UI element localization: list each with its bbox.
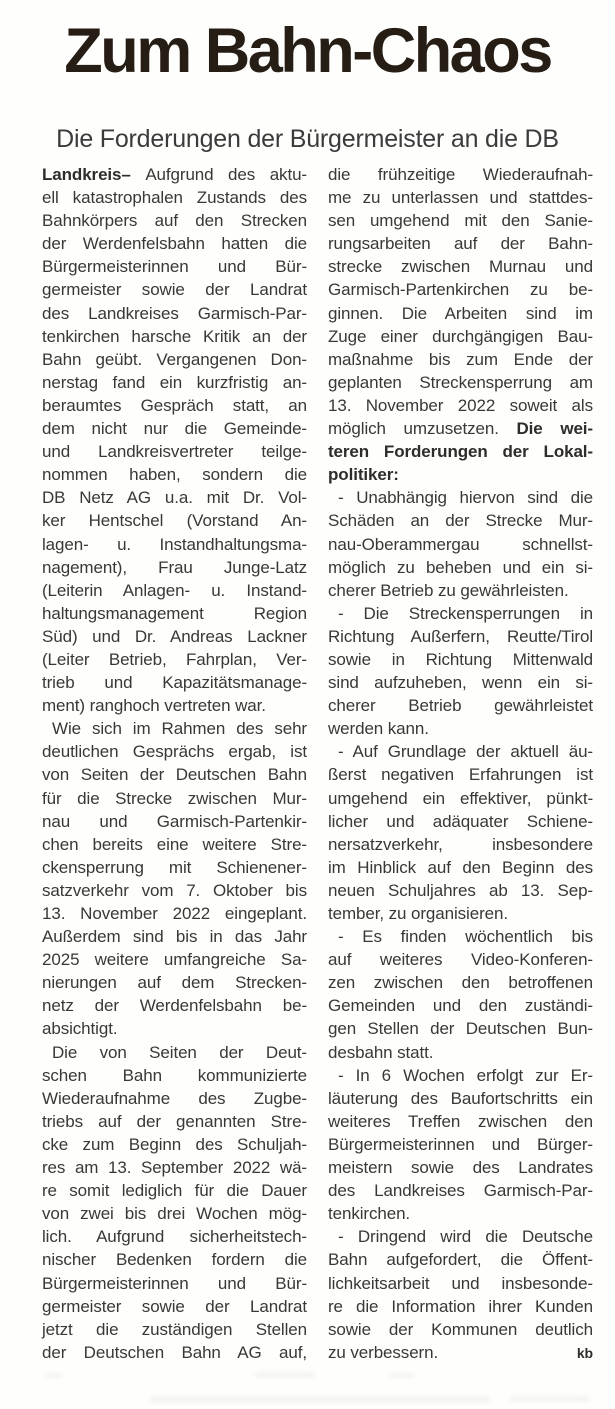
article-line: tenkirchen. bbox=[328, 1204, 411, 1224]
column-left bbox=[42, 163, 307, 1365]
article-line: läuterung des Baufortschritts ein bbox=[328, 1088, 593, 1108]
article-line: im Hinblick auf den Beginn des bbox=[328, 857, 593, 877]
article-line: trieb und Kapazitätsmanage- bbox=[42, 673, 307, 693]
article-line: dem nicht nur die Gemeinde- bbox=[42, 419, 307, 439]
article-line: haltungsmanagement Region bbox=[42, 603, 307, 623]
text-run: möglich umzusetzen. bbox=[328, 419, 517, 439]
article-line: und Landkreisvertreter teilge- bbox=[42, 442, 307, 462]
article-line: gen Stellen der Deutschen Bun- bbox=[328, 1019, 593, 1039]
article-line: sen umgehend mit den Sanie- bbox=[328, 211, 593, 231]
article-line: werden kann. bbox=[328, 719, 429, 739]
article-line: lagen- u. Instandhaltungsma- bbox=[42, 534, 307, 554]
article-line: 13. November 2022 soweit als bbox=[328, 395, 593, 415]
article-line: nau und Garmisch-Partenkir- bbox=[42, 811, 307, 831]
article-line: meistern sowie des Landrates bbox=[328, 1158, 593, 1178]
article-line: nagement), Frau Junge-Latz bbox=[42, 557, 307, 577]
article-line: chen bereits eine weitere Stre- bbox=[42, 834, 307, 854]
article-line: umgehend ein effektiver, pünkt- bbox=[328, 788, 593, 808]
article-line: strecke zwischen Murnau und bbox=[328, 257, 593, 277]
article-line: auf weiteres Video-Konferen- bbox=[328, 950, 593, 970]
article-line: cherer Betrieb gewährleistet bbox=[328, 696, 593, 716]
article-line: cherer Betrieb zu gewährleisten. bbox=[328, 580, 569, 600]
bold-text-run: Die wei- bbox=[516, 419, 593, 439]
article-line: deutlichen Gesprächs ergab, ist bbox=[42, 742, 307, 762]
article-line: netz der Werdenfelsbahn be- bbox=[42, 996, 307, 1016]
article-line: tember, zu organisieren. bbox=[328, 904, 508, 923]
article-line: nerstag fand ein kurzfristig an- bbox=[42, 372, 307, 392]
article-line: Zuge einer durchgängigen Bau- bbox=[328, 326, 593, 346]
article-line: von zwei bis drei Wochen mög- bbox=[42, 1204, 307, 1224]
article-line: satzverkehr vom 7. Oktober bis bbox=[42, 880, 307, 900]
article-line: Richtung Außerfern, Reutte/Tirol bbox=[328, 626, 593, 646]
article-line bbox=[328, 417, 593, 440]
article-line: Die von Seiten der Deut- bbox=[52, 1042, 307, 1062]
article-line: Bahnkörpers auf den Strecken bbox=[42, 211, 307, 231]
article-line: res am 13. September 2022 wä- bbox=[42, 1158, 307, 1178]
article-line: germeister sowie der Landrat bbox=[42, 280, 307, 300]
print-bleed-artifact bbox=[510, 1396, 590, 1402]
article-line: nommen haben, sondern die bbox=[42, 465, 307, 485]
article-line: der Deutschen Bahn AG auf, bbox=[42, 1342, 307, 1362]
article-line: zen zwischen den betroffenen bbox=[328, 973, 593, 993]
article-line: ment) ranghoch vertreten war. bbox=[42, 696, 266, 716]
article-line: nierungen auf dem Strecken- bbox=[42, 973, 307, 993]
article-line: geplanten Streckensperrung am bbox=[328, 372, 593, 392]
article-line: Bürgermeisterinnen und Bür- bbox=[42, 1273, 307, 1293]
article-line: Wiederaufnahme des Zugbe- bbox=[42, 1088, 307, 1108]
article-title: Zum Bahn-Chaos bbox=[64, 16, 551, 86]
article-line: (Leiter Betrieb, Fahrplan, Ver- bbox=[42, 649, 307, 669]
article-line: nau-Oberammergau schnellst- bbox=[328, 534, 593, 554]
article-line bbox=[42, 163, 307, 186]
article-line: - In 6 Wochen erfolgt zur Er- bbox=[338, 1065, 593, 1085]
article-line: Wie sich im Rahmen des sehr bbox=[52, 719, 307, 739]
print-bleed-artifact bbox=[255, 1372, 315, 1378]
bold-text-run: Landkreis– bbox=[42, 165, 146, 184]
article-line: tenkirchen harsche Kritik an der bbox=[42, 326, 307, 346]
article-line: Garmisch-Partenkirchen zu be- bbox=[328, 280, 593, 300]
article-line: Außerdem sind bis in das Jahr bbox=[42, 927, 307, 947]
article-line: sowie der Kommunen deutlich bbox=[328, 1319, 593, 1339]
article-line: - Auf Grundlage der aktuell äu- bbox=[338, 742, 593, 762]
article-subtitle: Die Forderungen der Bürgermeister an die DB bbox=[56, 125, 559, 153]
article-line: ckensperrung mit Schienener- bbox=[42, 857, 307, 877]
article-line: lichkeitsarbeit und insbesonde- bbox=[328, 1273, 593, 1293]
article-line: des Landkreises Garmisch-Par- bbox=[328, 1181, 593, 1201]
article-line: (Leiterin Anlagen- u. Instand- bbox=[42, 580, 307, 600]
article-line: beraumtes Gespräch statt, an bbox=[42, 395, 307, 415]
article-line: Bahn aufgefordert, die Öffent- bbox=[328, 1250, 593, 1270]
article-line: me zu unterlassen und stattdes- bbox=[328, 188, 593, 208]
article-line: triebs auf der genannten Stre- bbox=[42, 1111, 307, 1131]
article-line: schen Bahn kommunizierte bbox=[42, 1065, 307, 1085]
article-line: desbahn statt. bbox=[328, 1042, 434, 1062]
article-line: des Landkreises Garmisch-Par- bbox=[42, 303, 307, 323]
article-line: nischer Bedenken fordern die bbox=[42, 1250, 307, 1270]
article-line: licher und adäquater Schiene- bbox=[328, 811, 593, 831]
article-line: DB Netz AG u.a. mit Dr. Vol- bbox=[42, 488, 307, 508]
article-body bbox=[42, 163, 593, 1365]
article-line: nersatzverkehr, insbesondere bbox=[328, 834, 593, 854]
article-line: - Die Streckensperrungen in bbox=[338, 603, 593, 623]
article-line: ell katastrophalen Zustands des bbox=[42, 188, 307, 208]
article-line: Süd) und Dr. Andreas Lackner bbox=[42, 626, 307, 646]
article-line: neuen Schuljahres ab 13. Sep- bbox=[328, 880, 593, 900]
article-line: re somit lediglich für die Dauer bbox=[42, 1181, 307, 1201]
article-line: Gemeinden und den zuständi- bbox=[328, 996, 593, 1016]
article-line: Bürgermeisterinnen und Bür- bbox=[42, 257, 307, 277]
author-initials: kb bbox=[576, 1344, 593, 1361]
article-line: von Seiten der Deutschen Bahn bbox=[42, 765, 307, 785]
print-bleed-artifact bbox=[45, 1373, 63, 1378]
article-line: maßnahme bis zum Ende der bbox=[328, 349, 593, 369]
article-line: für die Strecke zwischen Mur- bbox=[42, 788, 307, 808]
article-line: rungsarbeiten auf der Bahn- bbox=[328, 234, 593, 254]
article-line: der Werdenfelsbahn hatten die bbox=[42, 234, 307, 254]
article-line: 13. November 2022 eingeplant. bbox=[42, 904, 307, 923]
article-line: die frühzeitige Wiederaufnah- bbox=[328, 165, 593, 184]
article-line: - Unabhängig hiervon sind die bbox=[338, 488, 593, 508]
article-line: cke zum Beginn des Schuljah- bbox=[42, 1134, 307, 1154]
print-bleed-artifact bbox=[390, 1373, 415, 1378]
column-right bbox=[328, 163, 593, 1365]
article-line: politiker: bbox=[328, 465, 399, 485]
article-line: Bahn geübt. Vergangenen Don- bbox=[42, 349, 307, 369]
closing-text: zu verbessern. bbox=[328, 1342, 439, 1362]
article-line: sind aufzuheben, wenn ein si- bbox=[328, 673, 593, 693]
article-line: jetzt die zuständigen Stellen bbox=[42, 1319, 307, 1339]
article-line: weiteres Treffen zwischen den bbox=[328, 1111, 593, 1131]
article-line: ßerst negativen Erfahrungen ist bbox=[328, 765, 593, 785]
article-line: germeister sowie der Landrat bbox=[42, 1296, 307, 1316]
article-line: möglich zu beheben und ein si- bbox=[328, 557, 593, 577]
article-line: Bürgermeisterinnen und Bürger- bbox=[328, 1134, 593, 1154]
article-line: Schäden an der Strecke Mur- bbox=[328, 511, 593, 531]
article-line: teren Forderungen der Lokal- bbox=[328, 442, 593, 462]
print-bleed-artifact bbox=[150, 1396, 490, 1403]
article-line: - Dringend wird die Deutsche bbox=[338, 1227, 593, 1247]
article-line: ginnen. Die Arbeiten sind im bbox=[328, 303, 593, 323]
article-line bbox=[328, 1341, 593, 1365]
article-line: re die Information ihrer Kunden bbox=[328, 1296, 593, 1316]
article-line: - Es finden wöchentlich bis bbox=[338, 927, 593, 947]
article-line: ker Hentschel (Vorstand An- bbox=[42, 511, 307, 531]
text-run: Aufgrund des aktu- bbox=[145, 165, 307, 184]
article-line: 2025 weitere umfangreiche Sa- bbox=[42, 950, 307, 970]
article-line: lich. Aufgrund sicherheitstech- bbox=[42, 1227, 307, 1247]
article-line: absichtigt. bbox=[42, 1019, 118, 1039]
article-line: sowie in Richtung Mittenwald bbox=[328, 649, 593, 669]
